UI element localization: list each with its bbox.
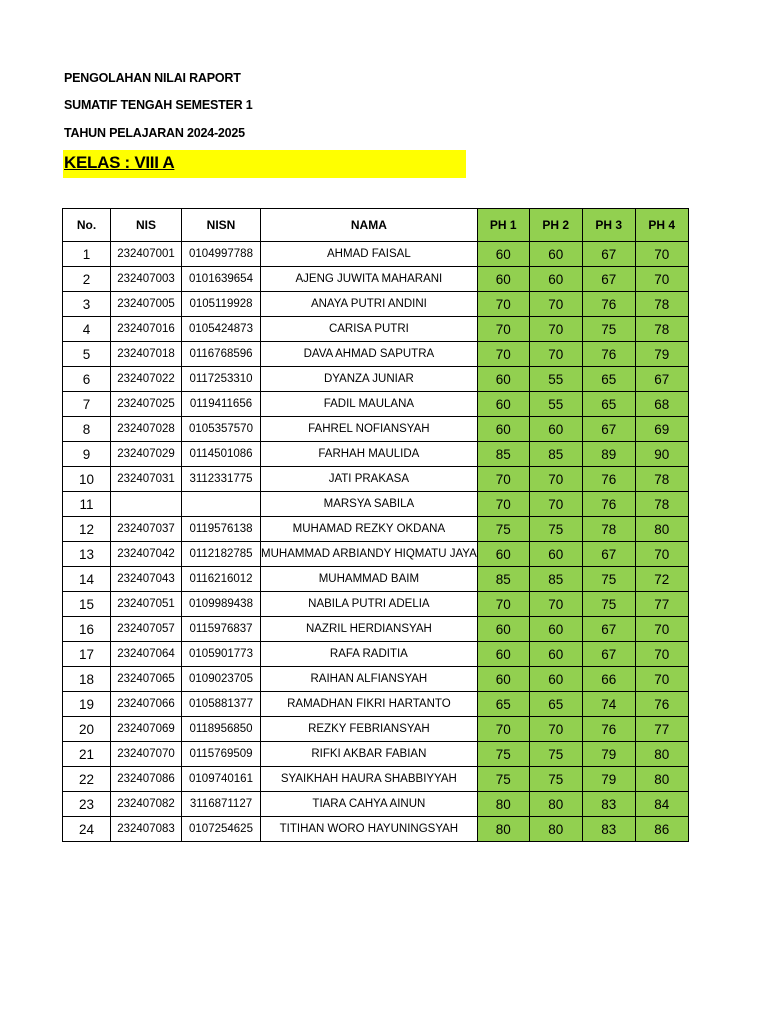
cell-nis: 232407066 xyxy=(111,692,182,717)
cell-ph2: 60 xyxy=(529,617,582,642)
cell-no: 1 xyxy=(63,242,111,267)
cell-ph4: 70 xyxy=(635,267,688,292)
table-row xyxy=(63,317,689,342)
cell-nama: RAMADHAN FIKRI HARTANTO xyxy=(261,692,478,717)
cell-no: 22 xyxy=(63,767,111,792)
cell-nis: 232407031 xyxy=(111,467,182,492)
cell-ph1: 65 xyxy=(477,692,529,717)
cell-no: 11 xyxy=(63,492,111,517)
table-row xyxy=(63,267,689,292)
cell-ph2: 60 xyxy=(529,242,582,267)
cell-ph4: 78 xyxy=(635,292,688,317)
col-header-ph2: PH 2 xyxy=(529,209,582,242)
cell-ph1: 80 xyxy=(477,817,529,842)
cell-ph2: 60 xyxy=(529,542,582,567)
table-row xyxy=(63,492,689,517)
cell-nama: FARHAH MAULIDA xyxy=(261,442,478,467)
cell-ph2: 60 xyxy=(529,667,582,692)
cell-ph3: 76 xyxy=(582,292,635,317)
table-body xyxy=(63,242,689,842)
table-row xyxy=(63,642,689,667)
cell-ph1: 60 xyxy=(477,417,529,442)
cell-nis: 232407025 xyxy=(111,392,182,417)
col-header-ph1: PH 1 xyxy=(477,209,529,242)
cell-ph1: 75 xyxy=(477,767,529,792)
table-row xyxy=(63,517,689,542)
cell-ph4: 78 xyxy=(635,492,688,517)
table-row xyxy=(63,617,689,642)
cell-ph3: 76 xyxy=(582,342,635,367)
cell-nama: SYAIKHAH HAURA SHABBIYYAH xyxy=(261,767,478,792)
table-row xyxy=(63,767,689,792)
cell-ph2: 60 xyxy=(529,417,582,442)
table-row xyxy=(63,292,689,317)
cell-ph4: 72 xyxy=(635,567,688,592)
cell-nisn: 0105424873 xyxy=(182,317,261,342)
table-row xyxy=(63,792,689,817)
cell-ph2: 75 xyxy=(529,742,582,767)
table-row xyxy=(63,817,689,842)
col-header-nis: NIS xyxy=(111,209,182,242)
table-row xyxy=(63,467,689,492)
cell-nis: 232407070 xyxy=(111,742,182,767)
cell-nis: 232407086 xyxy=(111,767,182,792)
cell-ph4: 76 xyxy=(635,692,688,717)
cell-ph4: 68 xyxy=(635,392,688,417)
cell-nis xyxy=(111,492,182,517)
cell-nisn: 0115976837 xyxy=(182,617,261,642)
cell-nama: RAIHAN ALFIANSYAH xyxy=(261,667,478,692)
col-header-nisn: NISN xyxy=(182,209,261,242)
cell-ph2: 70 xyxy=(529,292,582,317)
cell-ph2: 75 xyxy=(529,517,582,542)
cell-ph3: 78 xyxy=(582,517,635,542)
report-title: PENGOLAHAN NILAI RAPORT xyxy=(64,71,241,85)
col-header-nama: NAMA xyxy=(261,209,478,242)
cell-ph4: 86 xyxy=(635,817,688,842)
cell-ph4: 77 xyxy=(635,717,688,742)
cell-ph3: 65 xyxy=(582,392,635,417)
class-banner xyxy=(63,150,466,178)
cell-ph3: 65 xyxy=(582,367,635,392)
table-row xyxy=(63,342,689,367)
cell-ph1: 60 xyxy=(477,617,529,642)
cell-ph4: 67 xyxy=(635,367,688,392)
cell-nisn: 0109023705 xyxy=(182,667,261,692)
cell-no: 4 xyxy=(63,317,111,342)
academic-year: TAHUN PELAJARAN 2024-2025 xyxy=(64,126,245,140)
cell-ph3: 67 xyxy=(582,417,635,442)
cell-ph2: 70 xyxy=(529,492,582,517)
cell-ph1: 60 xyxy=(477,267,529,292)
cell-no: 15 xyxy=(63,592,111,617)
table-row xyxy=(63,442,689,467)
cell-ph3: 67 xyxy=(582,267,635,292)
cell-nisn: 0116216012 xyxy=(182,567,261,592)
cell-nis: 232407029 xyxy=(111,442,182,467)
cell-ph3: 79 xyxy=(582,742,635,767)
cell-ph1: 85 xyxy=(477,442,529,467)
cell-nisn: 0119576138 xyxy=(182,517,261,542)
cell-nis: 232407005 xyxy=(111,292,182,317)
cell-ph3: 75 xyxy=(582,317,635,342)
cell-ph1: 60 xyxy=(477,642,529,667)
cell-ph4: 77 xyxy=(635,592,688,617)
cell-ph4: 69 xyxy=(635,417,688,442)
cell-nama: DAVA AHMAD SAPUTRA xyxy=(261,342,478,367)
cell-ph1: 60 xyxy=(477,242,529,267)
cell-nisn: 0109989438 xyxy=(182,592,261,617)
cell-nama: RIFKI AKBAR FABIAN xyxy=(261,742,478,767)
cell-nama: JATI PRAKASA xyxy=(261,467,478,492)
cell-ph1: 70 xyxy=(477,342,529,367)
cell-no: 21 xyxy=(63,742,111,767)
cell-ph3: 74 xyxy=(582,692,635,717)
cell-no: 14 xyxy=(63,567,111,592)
table-row xyxy=(63,667,689,692)
cell-ph3: 66 xyxy=(582,667,635,692)
cell-nisn: 0115769509 xyxy=(182,742,261,767)
cell-nis: 232407069 xyxy=(111,717,182,742)
cell-nama: AJENG JUWITA MAHARANI xyxy=(261,267,478,292)
cell-nisn: 0104997788 xyxy=(182,242,261,267)
cell-nisn: 3112331775 xyxy=(182,467,261,492)
cell-no: 12 xyxy=(63,517,111,542)
table-row xyxy=(63,717,689,742)
cell-nama: DYANZA JUNIAR xyxy=(261,367,478,392)
cell-nama: FADIL MAULANA xyxy=(261,392,478,417)
cell-ph1: 70 xyxy=(477,292,529,317)
cell-ph1: 60 xyxy=(477,542,529,567)
cell-ph2: 80 xyxy=(529,817,582,842)
cell-ph3: 89 xyxy=(582,442,635,467)
cell-ph2: 55 xyxy=(529,367,582,392)
cell-nisn xyxy=(182,492,261,517)
cell-nisn: 3116871127 xyxy=(182,792,261,817)
cell-no: 13 xyxy=(63,542,111,567)
cell-no: 7 xyxy=(63,392,111,417)
cell-ph1: 70 xyxy=(477,592,529,617)
cell-ph3: 67 xyxy=(582,617,635,642)
cell-nisn: 0107254625 xyxy=(182,817,261,842)
cell-ph3: 75 xyxy=(582,567,635,592)
cell-no: 17 xyxy=(63,642,111,667)
cell-nisn: 0116768596 xyxy=(182,342,261,367)
cell-nis: 232407003 xyxy=(111,267,182,292)
cell-nama: ANAYA PUTRI ANDINI xyxy=(261,292,478,317)
cell-no: 18 xyxy=(63,667,111,692)
cell-ph1: 85 xyxy=(477,567,529,592)
cell-ph4: 70 xyxy=(635,542,688,567)
table-header-row xyxy=(63,209,689,242)
cell-ph4: 70 xyxy=(635,617,688,642)
table-row xyxy=(63,242,689,267)
cell-nama: MUHAMAD REZKY OKDANA xyxy=(261,517,478,542)
cell-ph4: 84 xyxy=(635,792,688,817)
cell-ph2: 70 xyxy=(529,592,582,617)
cell-nisn: 0109740161 xyxy=(182,767,261,792)
cell-nis: 232407043 xyxy=(111,567,182,592)
cell-ph4: 90 xyxy=(635,442,688,467)
cell-no: 16 xyxy=(63,617,111,642)
cell-ph1: 60 xyxy=(477,667,529,692)
cell-ph3: 76 xyxy=(582,492,635,517)
cell-no: 8 xyxy=(63,417,111,442)
cell-nama: NAZRIL HERDIANSYAH xyxy=(261,617,478,642)
cell-no: 19 xyxy=(63,692,111,717)
cell-ph1: 70 xyxy=(477,467,529,492)
cell-nama: TITIHAN WORO HAYUNINGSYAH xyxy=(261,817,478,842)
cell-ph1: 70 xyxy=(477,492,529,517)
class-label: KELAS : VIII A xyxy=(64,153,175,172)
cell-nisn: 0105119928 xyxy=(182,292,261,317)
cell-nama: MARSYA SABILA xyxy=(261,492,478,517)
cell-ph3: 67 xyxy=(582,242,635,267)
cell-nis: 232407064 xyxy=(111,642,182,667)
cell-ph2: 70 xyxy=(529,317,582,342)
cell-ph2: 70 xyxy=(529,467,582,492)
cell-ph2: 85 xyxy=(529,442,582,467)
cell-ph1: 70 xyxy=(477,717,529,742)
cell-ph2: 80 xyxy=(529,792,582,817)
cell-nis: 232407082 xyxy=(111,792,182,817)
cell-nisn: 0119411656 xyxy=(182,392,261,417)
cell-ph3: 76 xyxy=(582,467,635,492)
cell-ph2: 55 xyxy=(529,392,582,417)
cell-no: 9 xyxy=(63,442,111,467)
table-row xyxy=(63,692,689,717)
cell-ph4: 70 xyxy=(635,642,688,667)
grades-table xyxy=(62,208,689,842)
col-header-ph4: PH 4 xyxy=(635,209,688,242)
cell-ph4: 78 xyxy=(635,467,688,492)
cell-ph2: 60 xyxy=(529,642,582,667)
report-subtitle: SUMATIF TENGAH SEMESTER 1 xyxy=(64,98,253,112)
cell-nisn: 0105881377 xyxy=(182,692,261,717)
cell-ph2: 70 xyxy=(529,342,582,367)
cell-ph1: 60 xyxy=(477,392,529,417)
cell-nama: MUHAMMAD ARBIANDY HIQMATU JAYA xyxy=(261,542,478,567)
cell-nis: 232407065 xyxy=(111,667,182,692)
cell-nis: 232407001 xyxy=(111,242,182,267)
cell-ph3: 79 xyxy=(582,767,635,792)
cell-nis: 232407037 xyxy=(111,517,182,542)
cell-ph1: 60 xyxy=(477,367,529,392)
cell-ph2: 85 xyxy=(529,567,582,592)
cell-nisn: 0105901773 xyxy=(182,642,261,667)
cell-nis: 232407028 xyxy=(111,417,182,442)
cell-nis: 232407083 xyxy=(111,817,182,842)
cell-no: 20 xyxy=(63,717,111,742)
cell-nama: MUHAMMAD BAIM xyxy=(261,567,478,592)
cell-ph3: 67 xyxy=(582,542,635,567)
cell-ph4: 80 xyxy=(635,767,688,792)
cell-nis: 232407042 xyxy=(111,542,182,567)
col-header-ph3: PH 3 xyxy=(582,209,635,242)
table-row xyxy=(63,417,689,442)
cell-ph4: 79 xyxy=(635,342,688,367)
table-row xyxy=(63,392,689,417)
cell-nama: TIARA CAHYA AINUN xyxy=(261,792,478,817)
cell-ph4: 80 xyxy=(635,742,688,767)
cell-no: 23 xyxy=(63,792,111,817)
table-row xyxy=(63,367,689,392)
cell-nis: 232407057 xyxy=(111,617,182,642)
cell-nama: RAFA RADITIA xyxy=(261,642,478,667)
table-row xyxy=(63,567,689,592)
cell-ph4: 78 xyxy=(635,317,688,342)
cell-nisn: 0118956850 xyxy=(182,717,261,742)
table-row xyxy=(63,592,689,617)
cell-ph1: 70 xyxy=(477,317,529,342)
cell-nis: 232407018 xyxy=(111,342,182,367)
cell-ph1: 75 xyxy=(477,517,529,542)
cell-nama: AHMAD FAISAL xyxy=(261,242,478,267)
cell-nis: 232407016 xyxy=(111,317,182,342)
cell-ph3: 83 xyxy=(582,817,635,842)
cell-no: 5 xyxy=(63,342,111,367)
cell-nisn: 0112182785 xyxy=(182,542,261,567)
cell-nisn: 0117253310 xyxy=(182,367,261,392)
cell-ph3: 75 xyxy=(582,592,635,617)
cell-nama: FAHREL NOFIANSYAH xyxy=(261,417,478,442)
cell-ph3: 76 xyxy=(582,717,635,742)
cell-no: 24 xyxy=(63,817,111,842)
cell-ph2: 60 xyxy=(529,267,582,292)
cell-ph4: 70 xyxy=(635,242,688,267)
cell-ph1: 75 xyxy=(477,742,529,767)
cell-ph4: 70 xyxy=(635,667,688,692)
cell-ph2: 65 xyxy=(529,692,582,717)
cell-ph3: 67 xyxy=(582,642,635,667)
cell-ph1: 80 xyxy=(477,792,529,817)
cell-nama: REZKY FEBRIANSYAH xyxy=(261,717,478,742)
cell-nama: CARISA PUTRI xyxy=(261,317,478,342)
cell-nama: NABILA PUTRI ADELIA xyxy=(261,592,478,617)
cell-nis: 232407022 xyxy=(111,367,182,392)
table-row xyxy=(63,742,689,767)
cell-ph2: 75 xyxy=(529,767,582,792)
cell-no: 3 xyxy=(63,292,111,317)
cell-ph3: 83 xyxy=(582,792,635,817)
cell-ph2: 70 xyxy=(529,717,582,742)
cell-nis: 232407051 xyxy=(111,592,182,617)
col-header-no: No. xyxy=(63,209,111,242)
cell-nisn: 0101639654 xyxy=(182,267,261,292)
cell-no: 2 xyxy=(63,267,111,292)
table-row xyxy=(63,542,689,567)
cell-no: 10 xyxy=(63,467,111,492)
cell-ph4: 80 xyxy=(635,517,688,542)
cell-no: 6 xyxy=(63,367,111,392)
cell-nisn: 0114501086 xyxy=(182,442,261,467)
cell-nisn: 0105357570 xyxy=(182,417,261,442)
